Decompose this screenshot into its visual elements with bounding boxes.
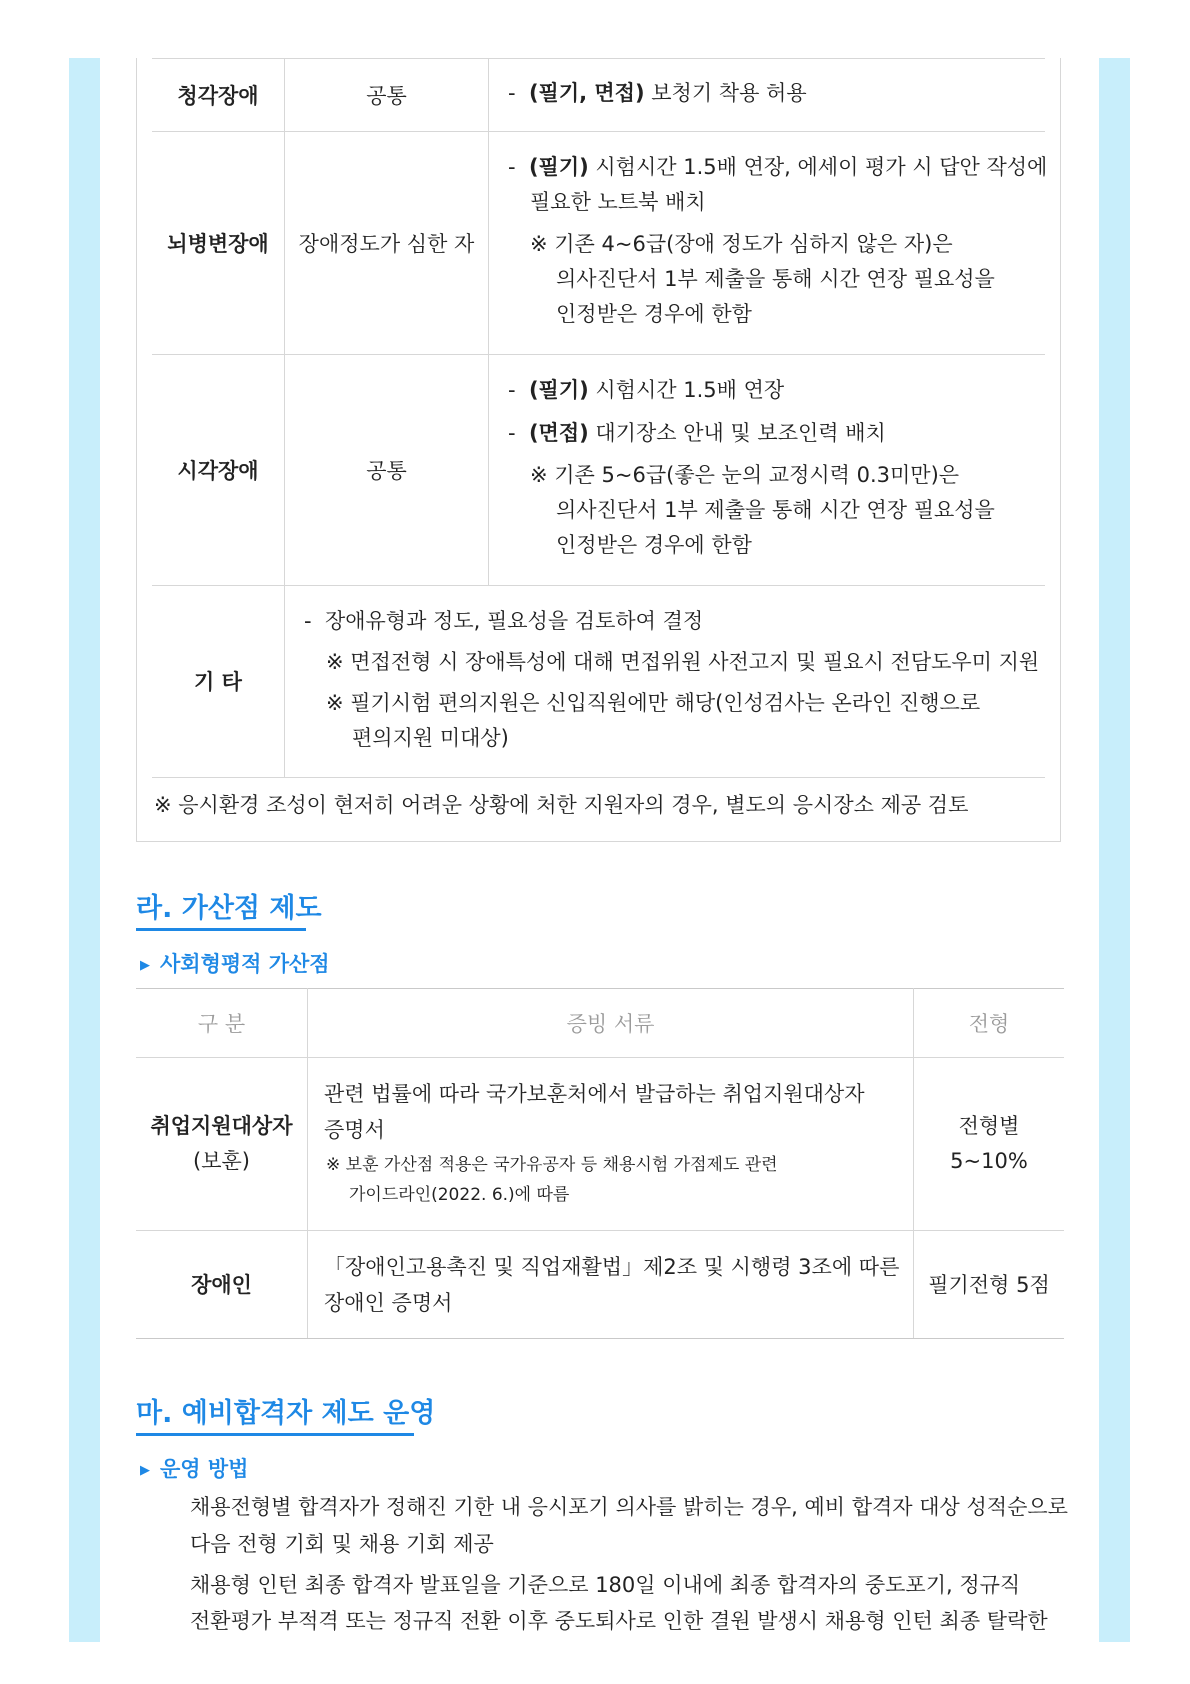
doc-line: 관련 법률에 따라 국가보훈처에서 발급하는 취업지원대상자: [324, 1082, 865, 1106]
header-documents: 증빙 서류: [566, 1011, 655, 1036]
subsection-title-ra: ▶ 사회형평적 가산점: [140, 952, 330, 976]
paragraph-line: 채용전형별 합격자가 정해진 기한 내 응시포기 의사를 밝히는 경우, 예비 합격자 대상 성적순으로: [190, 1495, 1068, 1519]
content-line: - (필기, 면접) 보청기 착용 허용: [508, 81, 807, 105]
row-value: 필기전형 5점: [928, 1273, 1050, 1297]
header-type: 전형: [968, 1011, 1010, 1036]
subsection-title-ma: ▶ 운영 방법: [140, 1457, 249, 1481]
section-title-underline: [136, 1433, 414, 1436]
content-line: 필요한 노트북 배치: [530, 190, 706, 214]
content-line: - (필기) 시험시간 1.5배 연장, 에세이 평가 시 답안 작성에: [508, 155, 1048, 179]
doc-line: 장애인 증명서: [324, 1291, 453, 1315]
doc-line: 증명서: [324, 1118, 385, 1142]
row-target: 장애정도가 심한 자: [298, 231, 475, 256]
section-title-underline: [136, 928, 306, 931]
content-line: 의사진단서 1부 제출을 통해 시간 연장 필요성을: [556, 267, 995, 291]
note-line: ※ 보훈 가산점 적용은 국가유공자 등 채용시험 가점제도 관련: [326, 1155, 778, 1175]
row-category-disabled: 장애인: [191, 1273, 252, 1297]
content-line: 인정받은 경우에 한함: [556, 533, 752, 557]
section-title-ra: 라. 가산점 제도: [136, 893, 322, 924]
header-category: 구 분: [197, 1011, 246, 1036]
row-target: 공통: [366, 83, 407, 108]
paragraph-line: 전환평가 부적격 또는 정규직 전환 이후 중도퇴사로 인한 결원 발생시 채용형 인턴 최종 탈락한: [190, 1609, 1048, 1633]
left-side-band: [69, 58, 100, 1642]
note-line: ※ 기존 5~6급(좋은 눈의 교정시력 0.3미만)은: [530, 463, 960, 487]
paragraph-line: 채용형 인턴 최종 합격자 발표일을 기준으로 180일 이내에 최종 합격자의 중도포기, 정규직: [190, 1573, 1021, 1597]
section-title-ma: 마. 예비합격자 제도 운영: [136, 1398, 436, 1429]
note-line: ※ 기존 4~6급(장애 정도가 심하지 않은 자)은: [530, 232, 953, 256]
row-category-other: 기 타: [194, 670, 242, 694]
note-line: ※ 면접전형 시 장애특성에 대해 면접위원 사전고지 및 필요시 전담도우미 지원: [326, 650, 1040, 674]
row-category-visual: 시각장애: [177, 458, 259, 483]
note-line: ※ 필기시험 편의지원은 신입직원에만 해당(인성검사는 온라인 진행으로: [326, 691, 981, 715]
right-side-band: [1099, 58, 1130, 1642]
triangle-bullet-icon: ▶: [140, 958, 150, 973]
content-line: 편의지원 미대상): [352, 726, 509, 750]
content-line: - (면접) 대기장소 안내 및 보조인력 배치: [508, 421, 886, 445]
row-category-brain: 뇌병변장애: [167, 231, 269, 256]
content-line: - (필기) 시험시간 1.5배 연장: [508, 378, 785, 402]
row-category-veterans: 취업지원대상자 (보훈): [150, 1113, 293, 1173]
doc-line: 「장애인고용촉진 및 직업재활법」제2조 및 시행령 3조에 따른: [324, 1255, 900, 1279]
row-value: 전형별 5~10%: [950, 1113, 1028, 1173]
content-line: 인정받은 경우에 한함: [556, 302, 752, 326]
note-line: 가이드라인(2022. 6.)에 따름: [349, 1185, 570, 1205]
row-target: 공통: [366, 458, 407, 483]
triangle-bullet-icon: ▶: [140, 1463, 150, 1478]
content-line: - 장애유형과 정도, 필요성을 검토하여 결정: [304, 609, 704, 633]
table-footnote: ※ 응시환경 조성이 현저히 어려운 상황에 처한 지원자의 경우, 별도의 응시장소 제공 검토: [154, 793, 969, 817]
content-line: 의사진단서 1부 제출을 통해 시간 연장 필요성을: [556, 498, 995, 522]
row-category-hearing: 청각장애: [177, 83, 259, 108]
paragraph-line: 다음 전형 기회 및 채용 기회 제공: [190, 1532, 494, 1556]
